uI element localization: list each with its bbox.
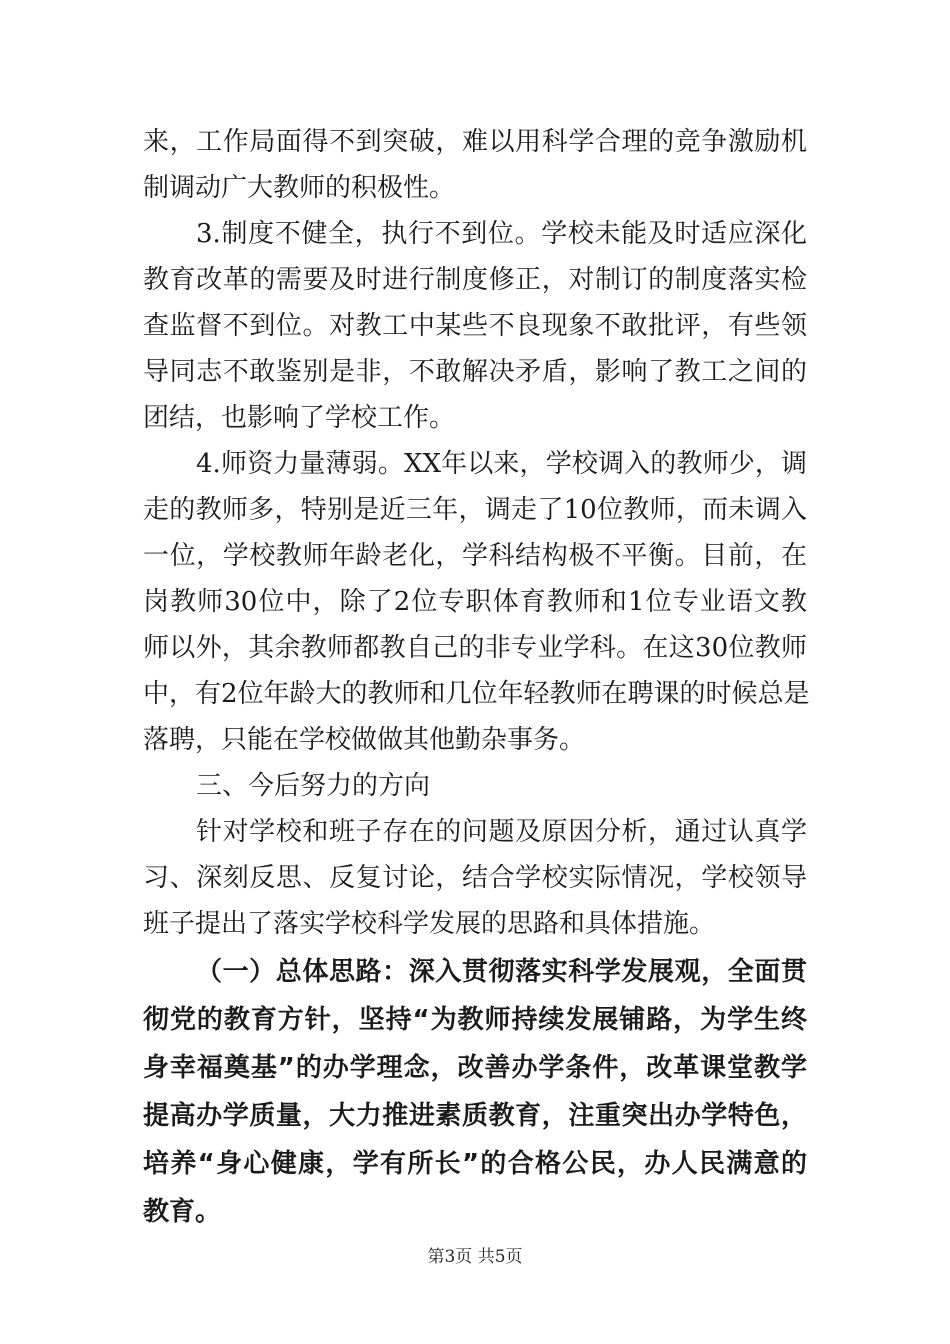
section-heading: 三、今后努力的方向 (196, 771, 431, 801)
paragraph-line: 落聘，只能在学校做做其他勤杂事务。 (143, 725, 586, 755)
paragraph-line: 4.师资力量薄弱。XX年以来，学校调入的教师少，调 (196, 449, 807, 479)
paragraph-line: 来，工作局面得不到突破，难以用科学合理的竞争激励机 (143, 127, 807, 157)
paragraph-line: 针对学校和班子存在的问题及原因分析，通过认真学 (196, 817, 807, 847)
paragraph-line: 师以外，其余教师都教自己的非专业学科。在这30位教师 (143, 633, 807, 663)
bold-paragraph-line: 教育。 (143, 1197, 222, 1227)
paragraph-line: 导同志不敢鉴别是非，不敢解决矛盾，影响了教工之间的 (143, 357, 807, 387)
paragraph-line: 制调动广大教师的积极性。 (143, 173, 456, 203)
paragraph-line: 中，有2位年龄大的教师和几位年轻教师在聘课的时候总是 (143, 679, 810, 709)
paragraph-line: 习、深刻反思、反复讨论，结合学校实际情况，学校领导 (143, 863, 807, 893)
paragraph-line: 团结，也影响了学校工作。 (143, 403, 456, 433)
paragraph-line: 走的教师多，特别是近三年，调走了10位教师，而未调入 (143, 495, 807, 525)
page-number: 第3页 共5页 (427, 1247, 523, 1267)
bold-paragraph-line: 彻党的教育方针，坚持“为教师持续发展铺路，为学生终 (143, 1005, 807, 1035)
paragraph-line: 教育改革的需要及时进行制度修正，对制订的制度落实检 (143, 265, 807, 295)
bold-paragraph-line: （一）总体思路：深入贯彻落实科学发展观，全面贯 (196, 957, 807, 987)
paragraph-line: 一位，学校教师年龄老化，学科结构极不平衡。目前，在 (143, 541, 807, 571)
bold-paragraph-line: 身幸福奠基”的办学理念，改善办学条件，改革课堂教学 (143, 1053, 807, 1083)
paragraph-line: 岗教师30位中，除了2位专职体育教师和1位专业语文教 (143, 587, 807, 617)
bold-paragraph-line: 培养“身心健康，学有所长”的合格公民，办人民满意的 (143, 1149, 807, 1179)
paragraph-line: 查监督不到位。对教工中某些不良现象不敢批评，有些领 (143, 311, 807, 341)
paragraph-line: 班子提出了落实学校科学发展的思路和具体措施。 (143, 909, 716, 939)
bold-paragraph-line: 提高办学质量，大力推进素质教育，注重突出办学特色， (143, 1101, 807, 1131)
paragraph-line: 3.制度不健全，执行不到位。学校未能及时适应深化 (196, 219, 807, 249)
